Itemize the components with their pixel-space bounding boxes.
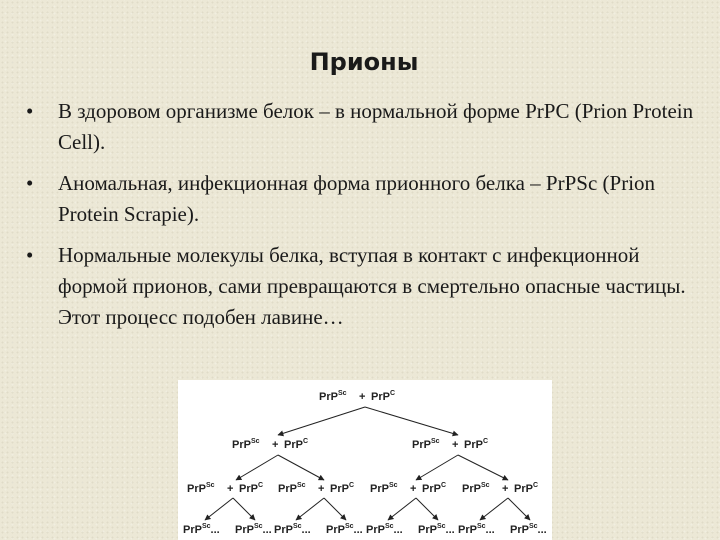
prp-label	[464, 438, 488, 451]
bullet-item	[26, 168, 696, 230]
plus-sign: +	[227, 483, 234, 495]
prp-ellipsis: ...	[485, 524, 495, 536]
prp-label	[183, 523, 220, 536]
cascade-node-l2	[462, 482, 538, 495]
cascade-arrow	[416, 455, 458, 480]
prp-superscript: Sc	[205, 482, 215, 489]
prp-text: PrP	[514, 483, 533, 495]
cascade-arrow	[416, 498, 438, 520]
prp-ellipsis: ...	[262, 524, 272, 536]
cascade-arrow	[233, 498, 255, 520]
cascade-node-l2	[278, 482, 354, 495]
prp-text: PrP	[366, 524, 385, 536]
prp-text: PrP	[187, 483, 206, 495]
prp-label	[458, 523, 495, 536]
prp-label	[462, 482, 490, 495]
cascade-node-l1	[412, 438, 488, 451]
plus-sign: +	[410, 483, 417, 495]
cascade-node-leaf	[274, 523, 311, 536]
prp-text: PrP	[274, 524, 293, 536]
prp-label	[187, 482, 215, 495]
cascade-node-leaf	[326, 523, 363, 536]
prp-label	[370, 482, 398, 495]
cascade-node-leaf	[366, 523, 403, 536]
plus-sign: +	[359, 391, 366, 403]
cascade-arrow	[508, 498, 530, 520]
prp-label	[274, 523, 311, 536]
plus-sign: +	[452, 439, 459, 451]
prp-text: PrP	[326, 524, 345, 536]
cascade-node-leaf	[183, 523, 220, 536]
cascade-arrow	[480, 498, 508, 520]
prp-text: PrP	[462, 483, 481, 495]
prp-ellipsis: ...	[353, 524, 363, 536]
prp-ellipsis: ...	[537, 524, 547, 536]
prp-superscript: Sc	[476, 523, 486, 530]
cascade-arrow	[278, 407, 365, 435]
plus-sign: +	[272, 439, 279, 451]
prp-label	[284, 438, 308, 451]
prp-text: PrP	[464, 439, 483, 451]
bullet-item	[26, 240, 696, 333]
prp-superscript: C	[257, 482, 264, 489]
prp-superscript: Sc	[253, 523, 263, 530]
prp-superscript: C	[348, 482, 355, 489]
prp-superscript: Sc	[436, 523, 446, 530]
prp-superscript: Sc	[430, 438, 440, 445]
prp-label	[232, 438, 260, 451]
cascade-arrow	[236, 455, 278, 480]
cascade-node-l1	[232, 438, 308, 451]
bullet-icon: •	[26, 99, 34, 123]
prp-text: PrP	[412, 439, 431, 451]
prp-label	[514, 482, 538, 495]
prp-ellipsis: ...	[393, 524, 403, 536]
prp-label	[510, 523, 547, 536]
prp-text: PrP	[370, 483, 389, 495]
cascade-arrow	[458, 455, 508, 480]
prp-superscript: Sc	[528, 523, 538, 530]
bullet-text: Аномальная, инфекционная форма прионного белка – PrPSc (Prion Protein Scrapie).	[58, 171, 656, 226]
bullet-icon: •	[26, 243, 34, 267]
cascade-node-l2	[187, 482, 263, 495]
bullet-text: В здоровом организме белок – в нормальной форме PrPC (Prion Protein Cell).	[58, 99, 694, 154]
prion-cascade-diagram	[178, 380, 552, 540]
cascade-node-leaf	[418, 523, 455, 536]
cascade-node-leaf	[458, 523, 495, 536]
cascade-node-root	[319, 390, 395, 403]
cascade-node-leaf	[235, 523, 272, 536]
prp-text: PrP	[278, 483, 297, 495]
cascade-arrow	[388, 498, 416, 520]
bullet-icon: •	[26, 171, 34, 195]
prp-label	[278, 482, 306, 495]
prp-superscript: C	[532, 482, 539, 489]
prp-superscript: Sc	[384, 523, 394, 530]
prp-label	[371, 390, 395, 403]
prp-label	[330, 482, 354, 495]
prp-text: PrP	[284, 439, 303, 451]
prp-text: PrP	[319, 391, 338, 403]
prp-text: PrP	[235, 524, 254, 536]
prp-text: PrP	[371, 391, 390, 403]
slide-title: Прионы	[309, 48, 419, 76]
prp-ellipsis: ...	[445, 524, 455, 536]
prp-text: PrP	[422, 483, 441, 495]
prp-superscript: Sc	[250, 438, 260, 445]
prp-ellipsis: ...	[210, 524, 220, 536]
cascade-arrow	[324, 498, 346, 520]
prp-text: PrP	[330, 483, 349, 495]
bullet-item	[26, 96, 696, 158]
prp-label	[412, 438, 440, 451]
prp-ellipsis: ...	[301, 524, 311, 536]
plus-sign: +	[502, 483, 509, 495]
prp-superscript: Sc	[201, 523, 211, 530]
cascade-node-l2	[370, 482, 446, 495]
prp-label	[418, 523, 455, 536]
prp-label	[422, 482, 446, 495]
prp-superscript: Sc	[344, 523, 354, 530]
prp-superscript: Sc	[296, 482, 306, 489]
cascade-arrow	[365, 407, 458, 435]
cascade-arrow	[296, 498, 324, 520]
prp-text: PrP	[510, 524, 529, 536]
prp-superscript: C	[440, 482, 447, 489]
prp-superscript: C	[482, 438, 489, 445]
prp-text: PrP	[183, 524, 202, 536]
cascade-svg	[178, 380, 552, 540]
prp-label	[366, 523, 403, 536]
cascade-node-leaf	[510, 523, 547, 536]
prp-label	[235, 523, 272, 536]
prp-superscript: C	[302, 438, 309, 445]
prp-superscript: C	[389, 390, 396, 397]
prp-superscript: Sc	[480, 482, 490, 489]
prp-superscript: Sc	[292, 523, 302, 530]
prp-label	[326, 523, 363, 536]
cascade-arrow	[205, 498, 233, 520]
prp-text: PrP	[232, 439, 251, 451]
prp-text: PrP	[239, 483, 258, 495]
bullet-text: Нормальные молекулы белка, вступая в контакт с инфекционной формой прионов, сами превращаются в смертельно опасные частицы. Этот процесс подобен лавине…	[58, 243, 686, 329]
plus-sign: +	[318, 483, 325, 495]
prp-text: PrP	[458, 524, 477, 536]
prp-text: PrP	[418, 524, 437, 536]
cascade-arrow	[278, 455, 324, 480]
prp-label	[239, 482, 263, 495]
prp-superscript: Sc	[388, 482, 398, 489]
prp-label	[319, 390, 347, 403]
prp-superscript: Sc	[337, 390, 347, 397]
bullet-list	[26, 96, 696, 343]
